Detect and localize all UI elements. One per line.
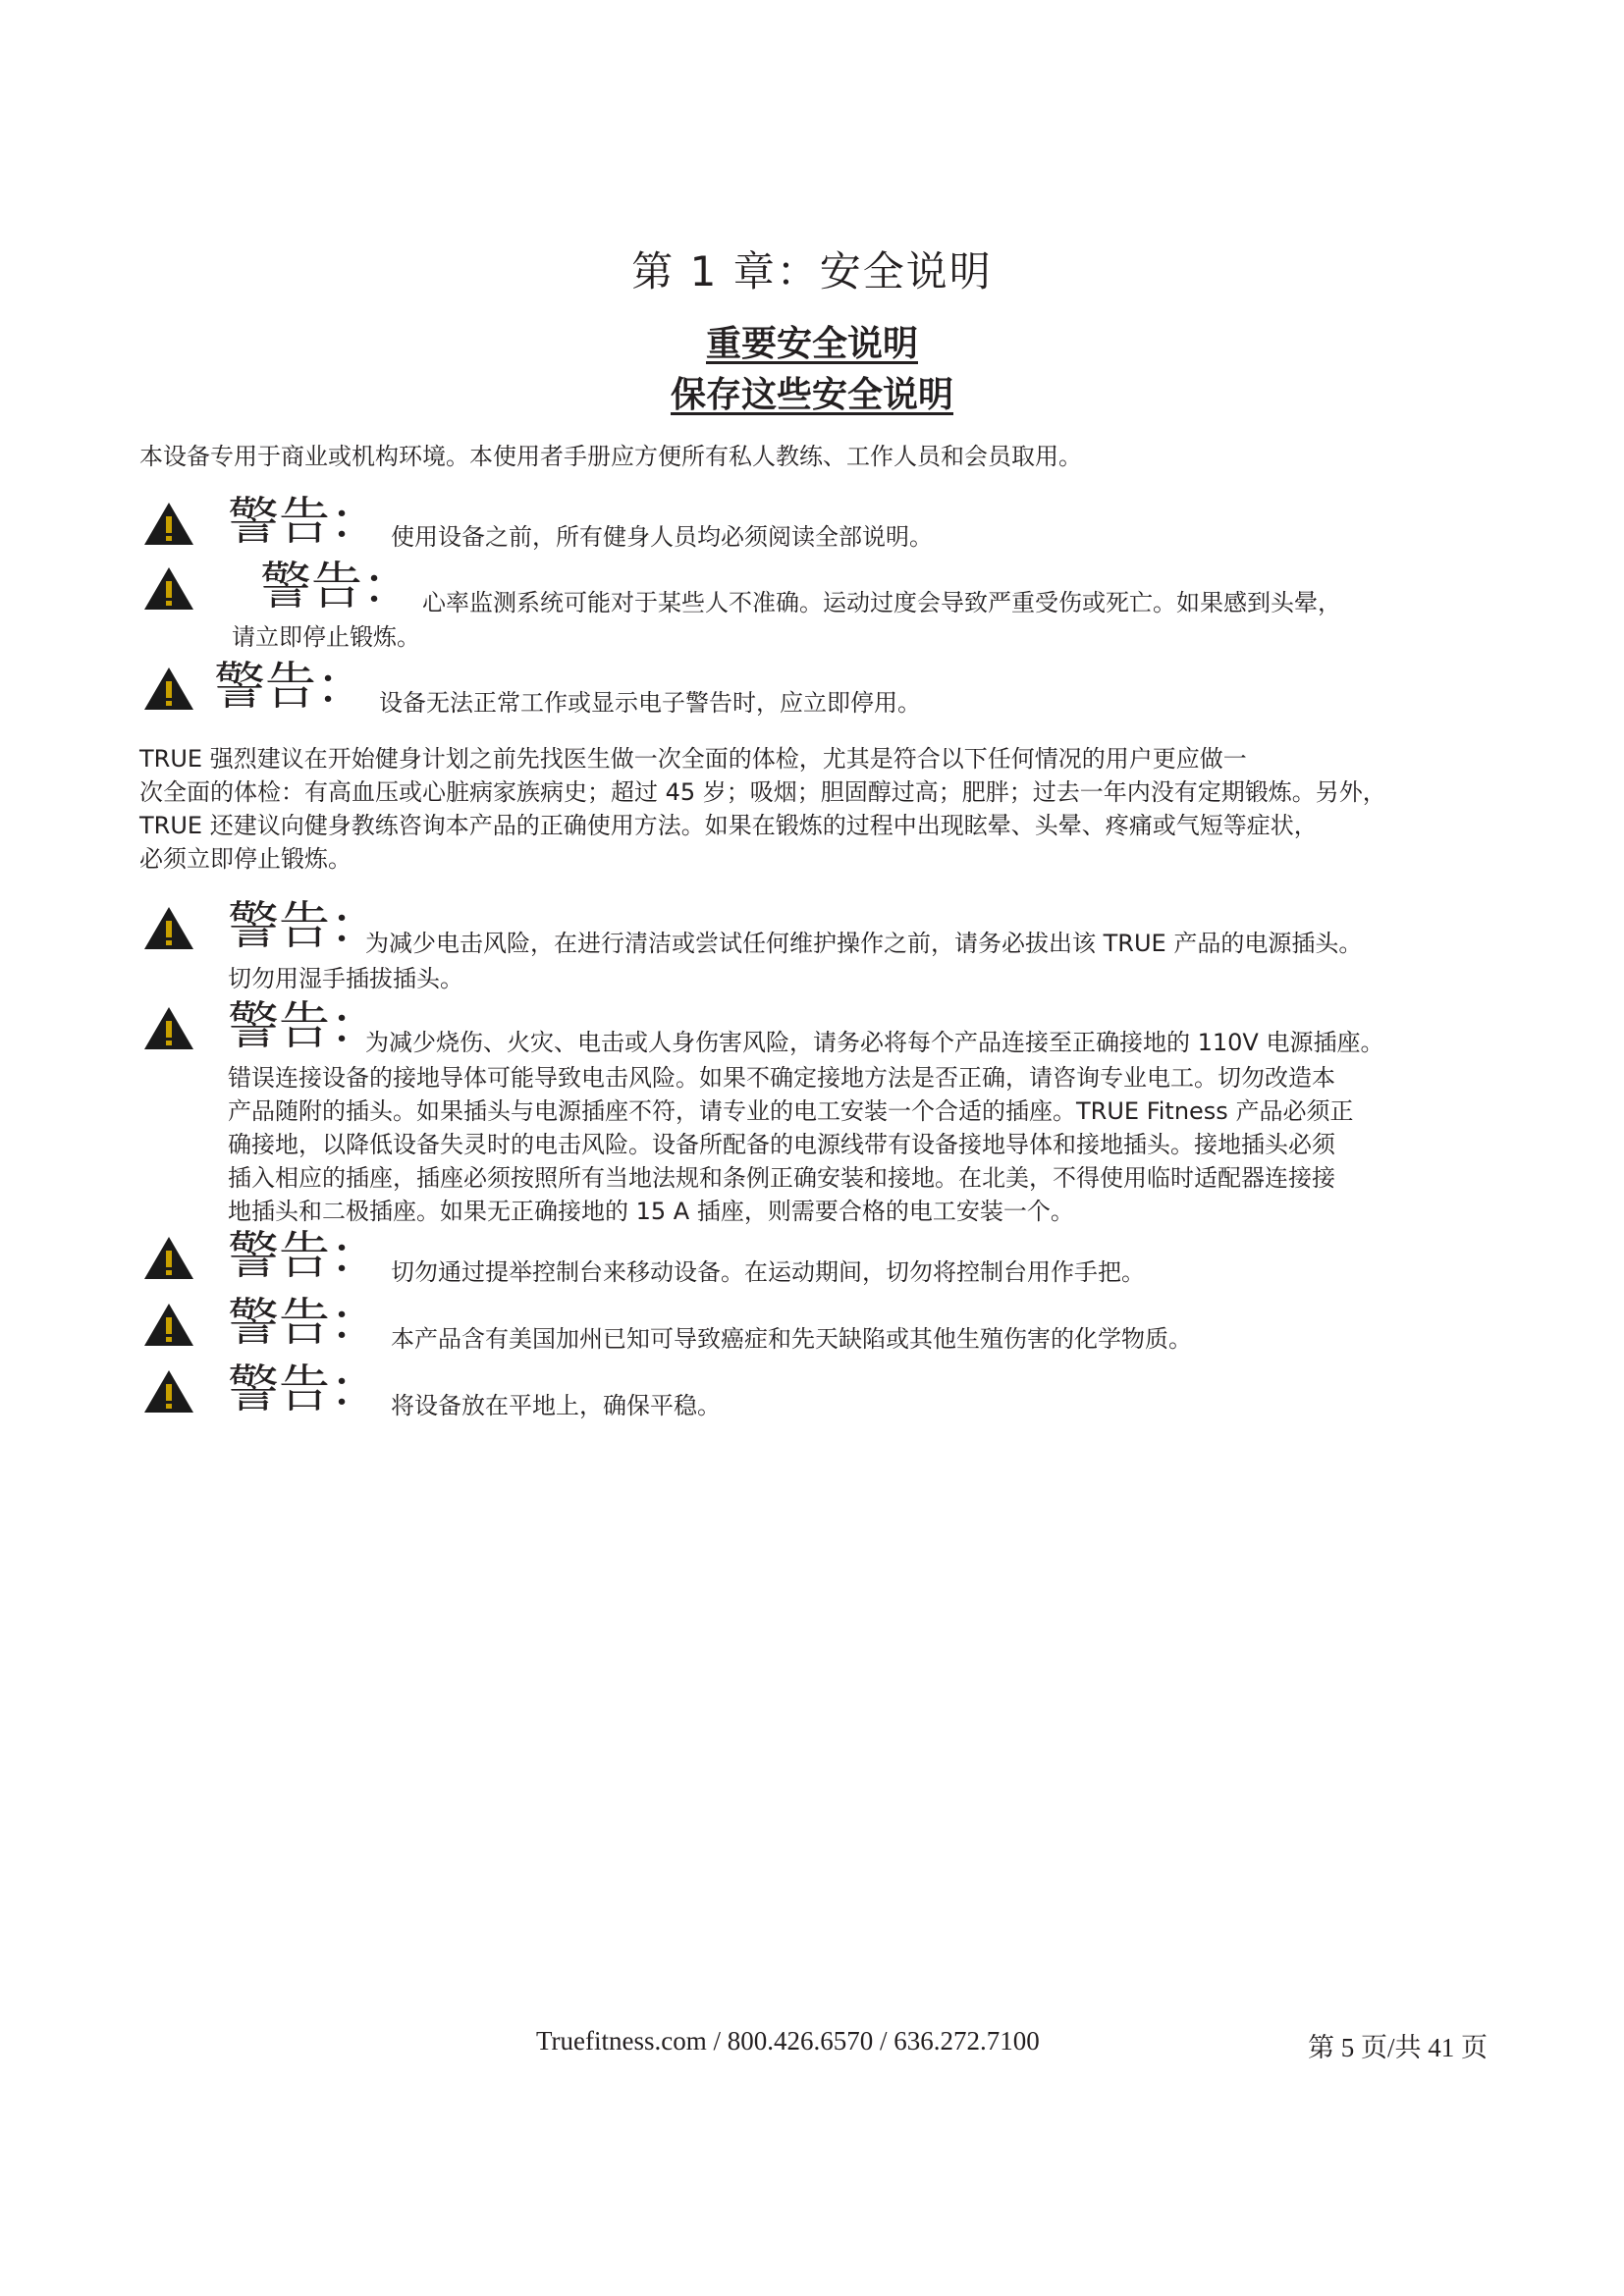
warning-8-text: 将设备放在平地上，确保平稳。 (391, 1392, 721, 1419)
subtitle-save-instructions: 保存这些安全说明 (670, 375, 953, 415)
footer-page-number: 第 5 页/共 41 页 (1308, 2033, 1489, 2062)
warning-3-text: 设备无法正常工作或显示电子警告时，应立即停用。 (379, 689, 921, 717)
warning-triangle-icon (143, 666, 194, 711)
warning-label: 警告： (228, 1227, 382, 1286)
warning-triangle-icon (143, 1235, 194, 1280)
footer-contact: Truefitness.com / 800.426.6570 / 636.272.7100 (536, 2026, 1040, 2056)
paragraph-line: 次全面的体检：有高血压或心脏病家族病史；超过 45 岁；吸烟；胆固醇过高；肥胖；过去一年内没有定期锻炼。另外， (139, 778, 1386, 806)
warning-triangle-icon (143, 1005, 194, 1050)
warning-label: 警告： (228, 493, 382, 552)
warning-4-text-line1: 为减少电击风险，在进行清洁或尝试任何维护操作之前，请务必拔出该 TRUE 产品的电源插头。 (365, 930, 1363, 957)
warning-6-text: 切勿通过提举控制台来移动设备。在运动期间，切勿将控制台用作手把。 (391, 1258, 1145, 1286)
warning-1-text: 使用设备之前，所有健身人员均必须阅读全部说明。 (391, 523, 933, 551)
warning-triangle-icon (143, 1368, 194, 1414)
chapter-title: 第 1 章：安全说明 (631, 247, 993, 295)
warning-5-line: 产品随附的插头。如果插头与电源插座不符，请专业的电工安装一个合适的插座。TRUE Fitness 产品必须正 (228, 1097, 1354, 1125)
warning-label: 警告： (228, 997, 382, 1056)
warning-triangle-icon (143, 501, 194, 546)
warning-label: 警告： (214, 658, 368, 717)
warning-label: 警告： (228, 1294, 382, 1353)
warning-5-line: 地插头和二极插座。如果无正确接地的 15 A 插座，则需要合格的电工安装一个。 (228, 1198, 1074, 1225)
warning-4-text-line2: 切勿用湿手插拔插头。 (228, 965, 463, 992)
paragraph-line: TRUE 还建议向健身教练咨询本产品的正确使用方法。如果在锻炼的过程中出现眩晕、头晕、疼痛或气短等症状， (139, 812, 1318, 839)
warning-5-line: 插入相应的插座，插座必须按照所有当地法规和条例正确安装和接地。在北美，不得使用临时适配器连接接 (228, 1164, 1335, 1192)
doctor-advice-paragraph (139, 742, 1583, 876)
warning-7-text: 本产品含有美国加州已知可导致癌症和先天缺陷或其他生殖伤害的化学物质。 (391, 1325, 1192, 1353)
intro-text: 本设备专用于商业或机构环境。本使用者手册应方便所有私人教练、工作人员和会员取用。 (139, 443, 1082, 470)
subtitle-important-safety: 重要安全说明 (705, 324, 918, 364)
warning-triangle-icon (143, 1302, 194, 1347)
warning-label: 警告： (260, 558, 414, 616)
warning-5-line: 错误连接设备的接地导体可能导致电击风险。如果不确定接地方法是否正确，请咨询专业电工。切勿改造本 (228, 1064, 1335, 1092)
warning-triangle-icon (143, 565, 194, 611)
warning-5-text-line1: 为减少烧伤、火灾、电击或人身伤害风险，请务必将每个产品连接至正确接地的 110V 电源插座。 (365, 1029, 1384, 1056)
warning-label: 警告： (228, 897, 382, 956)
warning-5-text-body (228, 1061, 1563, 1228)
paragraph-line: TRUE 强烈建议在开始健身计划之前先找医生做一次全面的体检，尤其是符合以下任何情况的用户更应做一 (139, 745, 1247, 773)
warning-2-text-line1: 心率监测系统可能对于某些人不准确。运动过度会导致严重受伤或死亡。如果感到头晕， (422, 589, 1341, 616)
paragraph-line: 必须立即停止锻炼。 (139, 845, 352, 873)
warning-label: 警告： (228, 1361, 382, 1419)
warning-5-line: 确接地，以降低设备失灵时的电击风险。设备所配备的电源线带有设备接地导体和接地插头。接地插头必须 (228, 1131, 1335, 1158)
warning-2-text-line2: 请立即停止锻炼。 (232, 623, 420, 651)
warning-triangle-icon (143, 905, 194, 950)
